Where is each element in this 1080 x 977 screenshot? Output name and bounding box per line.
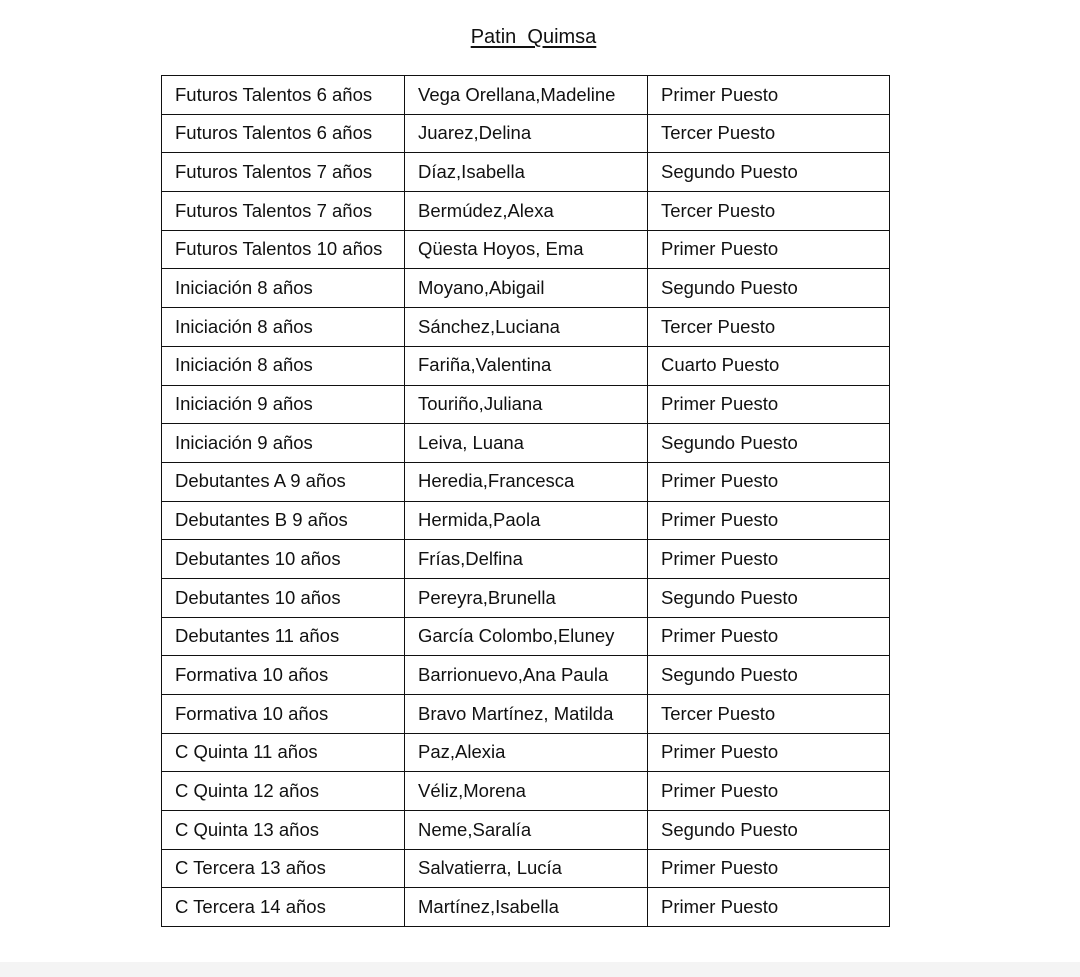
table-row [162, 656, 890, 695]
category-cell: Iniciación 9 años [162, 424, 405, 463]
category-cell: Iniciación 9 años [162, 385, 405, 424]
position-cell: Segundo Puesto [648, 424, 890, 463]
position-cell: Segundo Puesto [648, 153, 890, 192]
participant-cell: Leiva, Luana [405, 424, 648, 463]
category-cell: Formativa 10 años [162, 695, 405, 734]
participant-cell: Paz,Alexia [405, 733, 648, 772]
position-cell: Primer Puesto [648, 230, 890, 269]
category-cell: C Tercera 13 años [162, 849, 405, 888]
category-cell: Debutantes B 9 años [162, 501, 405, 540]
table-row [162, 230, 890, 269]
position-cell: Primer Puesto [648, 385, 890, 424]
category-cell: Debutantes A 9 años [162, 462, 405, 501]
category-cell: Formativa 10 años [162, 656, 405, 695]
table-row [162, 424, 890, 463]
table-row [162, 114, 890, 153]
participant-cell: Moyano,Abigail [405, 269, 648, 308]
table-row [162, 501, 890, 540]
category-cell: Futuros Talentos 7 años [162, 192, 405, 231]
page-bottom-edge [0, 962, 1080, 977]
position-cell: Primer Puesto [648, 617, 890, 656]
table-row [162, 192, 890, 231]
position-cell: Segundo Puesto [648, 578, 890, 617]
category-cell: C Quinta 11 años [162, 733, 405, 772]
position-cell: Primer Puesto [648, 888, 890, 927]
table-row [162, 849, 890, 888]
position-cell: Primer Puesto [648, 733, 890, 772]
category-cell: Futuros Talentos 6 años [162, 114, 405, 153]
category-cell: Debutantes 10 años [162, 578, 405, 617]
results-table-body [162, 76, 890, 927]
table-row [162, 540, 890, 579]
position-cell: Primer Puesto [648, 501, 890, 540]
position-cell: Primer Puesto [648, 849, 890, 888]
participant-cell: Bermúdez,Alexa [405, 192, 648, 231]
participant-cell: García Colombo,Eluney [405, 617, 648, 656]
page-title: Patin Quimsa [470, 26, 597, 48]
category-cell: Debutantes 10 años [162, 540, 405, 579]
category-cell: Iniciación 8 años [162, 346, 405, 385]
category-cell: C Quinta 13 años [162, 811, 405, 850]
table-row [162, 578, 890, 617]
table-row [162, 76, 890, 115]
position-cell: Primer Puesto [648, 76, 890, 115]
table-row [162, 385, 890, 424]
position-cell: Segundo Puesto [648, 269, 890, 308]
table-row [162, 269, 890, 308]
position-cell: Tercer Puesto [648, 114, 890, 153]
participant-cell: Salvatierra, Lucía [405, 849, 648, 888]
table-row [162, 695, 890, 734]
position-cell: Tercer Puesto [648, 308, 890, 347]
participant-cell: Hermida,Paola [405, 501, 648, 540]
category-cell: Futuros Talentos 6 años [162, 76, 405, 115]
position-cell: Primer Puesto [648, 540, 890, 579]
position-cell: Segundo Puesto [648, 811, 890, 850]
category-cell: C Tercera 14 años [162, 888, 405, 927]
position-cell: Primer Puesto [648, 772, 890, 811]
participant-cell: Neme,Saralía [405, 811, 648, 850]
table-row [162, 888, 890, 927]
table-row [162, 346, 890, 385]
table-row [162, 462, 890, 501]
category-cell: C Quinta 12 años [162, 772, 405, 811]
category-cell: Futuros Talentos 10 años [162, 230, 405, 269]
participant-cell: Pereyra,Brunella [405, 578, 648, 617]
participant-cell: Martínez,Isabella [405, 888, 648, 927]
participant-cell: Vega Orellana,Madeline [405, 76, 648, 115]
table-row [162, 811, 890, 850]
position-cell: Segundo Puesto [648, 656, 890, 695]
category-cell: Iniciación 8 años [162, 269, 405, 308]
participant-cell: Díaz,Isabella [405, 153, 648, 192]
participant-cell: Touriño,Juliana [405, 385, 648, 424]
participant-cell: Juarez,Delina [405, 114, 648, 153]
position-cell: Tercer Puesto [648, 192, 890, 231]
participant-cell: Bravo Martínez, Matilda [405, 695, 648, 734]
table-row [162, 153, 890, 192]
table-row [162, 733, 890, 772]
table-row [162, 308, 890, 347]
participant-cell: Sánchez,Luciana [405, 308, 648, 347]
participant-cell: Fariña,Valentina [405, 346, 648, 385]
table-row [162, 617, 890, 656]
participant-cell: Véliz,Morena [405, 772, 648, 811]
participant-cell: Barrionuevo,Ana Paula [405, 656, 648, 695]
category-cell: Iniciación 8 años [162, 308, 405, 347]
position-cell: Cuarto Puesto [648, 346, 890, 385]
category-cell: Debutantes 11 años [162, 617, 405, 656]
participant-cell: Heredia,Francesca [405, 462, 648, 501]
position-cell: Tercer Puesto [648, 695, 890, 734]
participant-cell: Qüesta Hoyos, Ema [405, 230, 648, 269]
table-row [162, 772, 890, 811]
results-table [161, 75, 890, 927]
category-cell: Futuros Talentos 7 años [162, 153, 405, 192]
position-cell: Primer Puesto [648, 462, 890, 501]
participant-cell: Frías,Delfina [405, 540, 648, 579]
